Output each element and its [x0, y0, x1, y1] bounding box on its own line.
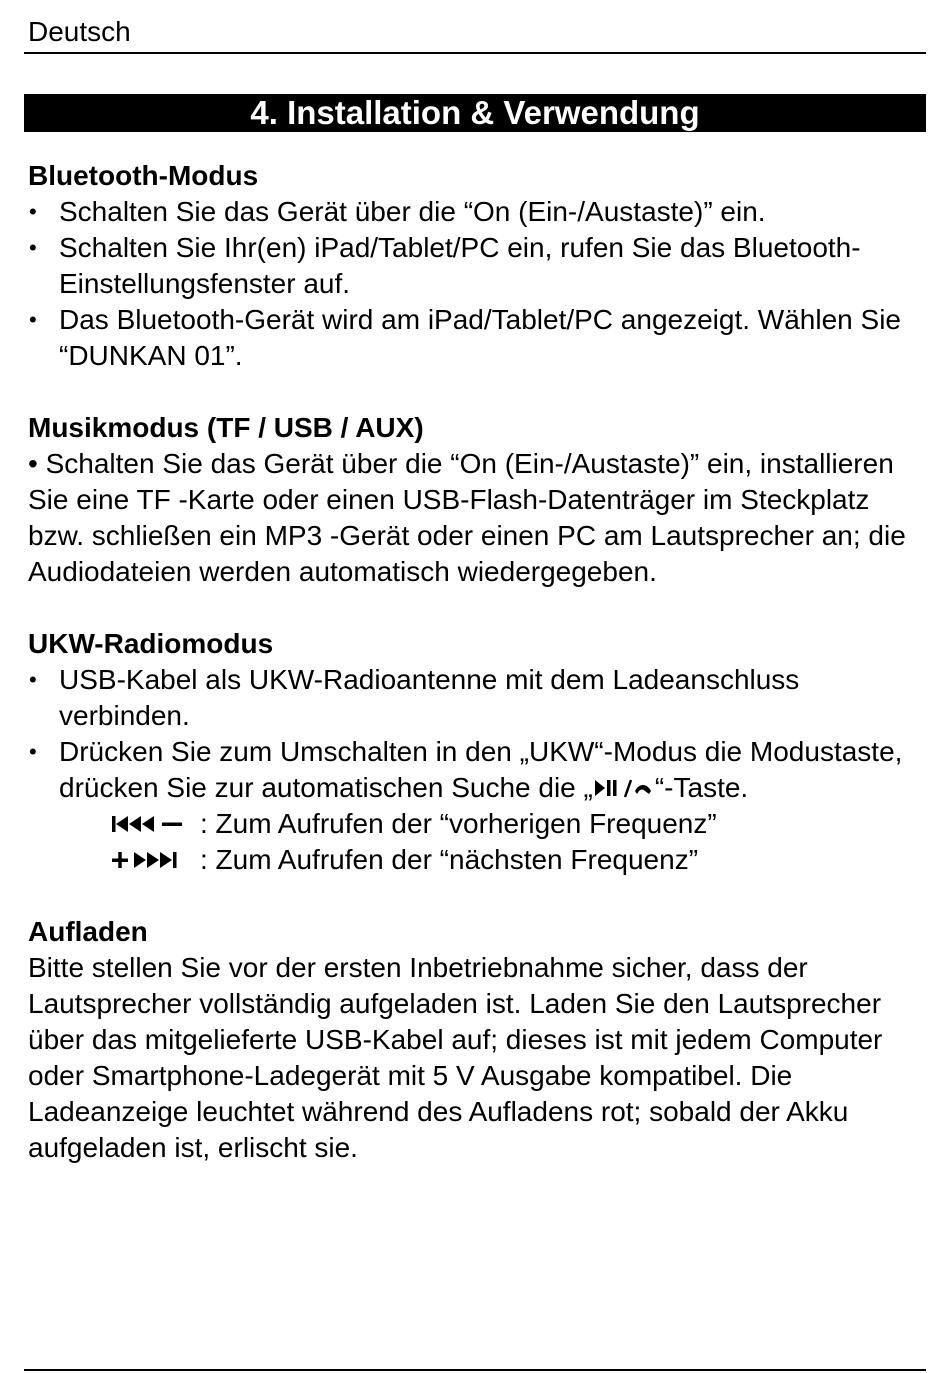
- plus-next-icon: [110, 849, 200, 871]
- radio-item2-suffix: “-Taste.: [654, 772, 749, 803]
- radio-list: [28, 662, 918, 806]
- charging-text: Bitte stellen Sie vor der ersten Inbetriebnahme sicher, dass der Lautsprecher vollständig aufgeladen ist. Laden Sie den Lautsprecher über das mitgelieferte USB-Kabel auf; dieses ist mit jedem Computer oder Smartphone-Ladegerät mit 5 V Ausgabe kompatibel. Die Ladeanzeige leuchtet während des Aufladens rot; sobald der Akku aufgeladen ist, erlischt sie.: [28, 952, 883, 1163]
- previous-frequency-row: [28, 806, 918, 842]
- play-pause-phone-icon: [593, 777, 655, 799]
- section-title: 4. Installation & Verwendung: [24, 94, 926, 132]
- radio-item2-text: Drücken Sie zum Umschalten in den „UKW“-Modus die Modustaste, drücken Sie zur automatischen Suche die „: [59, 736, 903, 803]
- header-rule: [24, 52, 926, 54]
- header-language: Deutsch: [28, 16, 131, 47]
- bluetooth-list: [28, 194, 918, 374]
- list-item: [28, 734, 918, 806]
- list-item: • USB-Kabel als UKW-Radioantenne mit dem Ladeanschluss verbinden.: [28, 662, 918, 734]
- bluetooth-heading: Bluetooth-Modus: [28, 160, 259, 191]
- next-frequency-row: [28, 842, 918, 878]
- radio-heading: UKW-Radiomodus: [28, 628, 274, 659]
- footer-rule: [24, 1369, 926, 1371]
- previous-minus-icon: [110, 813, 200, 835]
- music-text: • Schalten Sie das Gerät über die “On (Ein-/Austaste)” ein, installieren Sie eine TF -Karte oder einen USB-Flash-Datenträger im Steckplatz bzw. schließen ein MP3 -Gerät oder einen PC am Lautsprecher an; die Audiodateien werden automatisch wiedergegeben.: [28, 448, 906, 587]
- content: [28, 158, 918, 1166]
- charging-heading: Aufladen: [28, 916, 148, 947]
- music-heading: Musikmodus (TF / USB / AUX): [28, 412, 424, 443]
- next-frequency-text: : Zum Aufrufen der “nächsten Frequenz”: [200, 844, 699, 875]
- previous-frequency-text: : Zum Aufrufen der “vorherigen Frequenz”: [200, 808, 717, 839]
- list-item: • Schalten Sie das Gerät über die “On (Ein-/Austaste)” ein.: [28, 194, 918, 230]
- list-item: • Das Bluetooth-Gerät wird am iPad/Tablet/PC angezeigt. Wählen Sie “DUNKAN 01”.: [28, 302, 918, 374]
- list-item: • Schalten Sie Ihr(en) iPad/Tablet/PC ein, rufen Sie das Bluetooth-Einstellungsfenster auf.: [28, 230, 918, 302]
